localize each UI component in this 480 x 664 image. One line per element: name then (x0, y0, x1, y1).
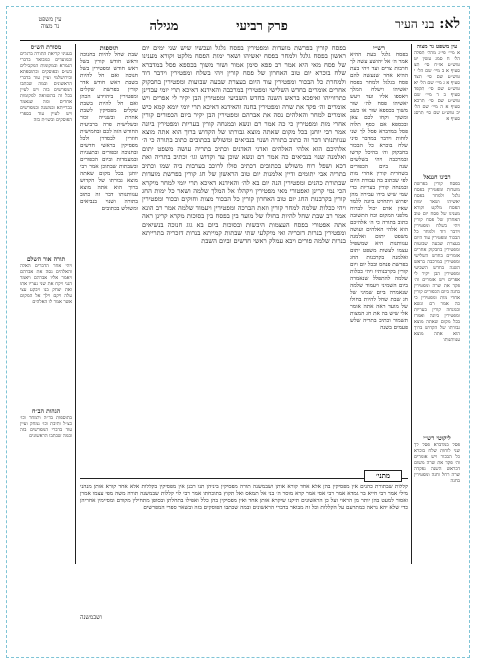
bach-body: בתוספות בד״ה ולמחר וכו׳ כצ״ל ותיבת וכו׳ נמחק ועיין עוד בדברי המפרשים בזה ובמה שכתבו הראשונים (20, 416, 72, 439)
page-header (20, 14, 460, 41)
rashi-body: בפסח גלגל בעת ההיא אמר ה׳ אל יהושע עשה לך חרבות צרים ועד ויהי בעת ההיא אחר שנעשה להם פסח בגלגל ולמחר בפסח יאשיהו וישלח המלך ויאספו אליו ועד ויעש יאשיהו פסח לה׳ שור משוך בכספא שור או כשב ומשוך וקחו לכם צאן ובכספא אם כסף תלוה פסל במדברא פסל לך שני לוחות וידבר במדבר סיני שלח בוכרא כל הבכור בחבקוק וה׳ בהיכל קדשו ובמרכבה ויהי בשלשים שנה ביום הכפורים בשחרית קורין אחרי מות לפי שכתוב בה עבודת היום ובמנחה קורין בעריות כדי שמי שיש בידו עבירה מהן יפרוש ויתחרט ביונה ללמד שאין אדם יכול לברוח מלפני המקום וכח התשובה כתוב בתורה כי ה׳ אלהיכם הוא אלהי האלהים ועושה משפט יתום ואלמנה ענוותנות היא שמשפיל עצמו לעשות משפט יתום ואלמנה בקרבנות החג בפרשת פנחס ובכל יום ויום קורין בקרבנותיו ויהי ככלות שלמה להתפלל שנאמרה ביום השמיני ויעמוד שלמה שנאמרה ביום שמיני של חג שבת שחל להיות בחולו של מועד ראה אתה אומר אלי שיש בה את חג המצות תשמור וכתיב בתריה שלש פעמים בשנה (350, 52, 408, 331)
right-margin (414, 44, 460, 564)
chapter-title: פרק רביעי (236, 19, 288, 34)
ein-mishpat-title: עין משפט נר מצוה (416, 44, 458, 50)
header-corner (20, 16, 80, 30)
corner-line: נר מצוה (40, 23, 60, 30)
corner-line: עין משפט (38, 16, 62, 23)
gemara-text: בפסח קורין בפרשת מועדות ומפטירין בפסח גלגל ועכשיו שיש שני ימים יום ראשון בפסח גלגל ולמחר בפסח יאשיהו ושאר ימות הפסח מלקט וקורא מענינו של פסח מאי היא אמר רב פפא סימן אמור ושור משוך בכספא פסל במדברא שלח בוכרא יום טוב האחרון של פסח קורין ויהי בשלח ומפטירין וידבר דוד ולמחרת כל הבכור ומפטירין עוד היום בעצרת שבעה שבועות ומפטירין בחבקוק אחרים אומרים בחדש השלישי ומפטירין במרכבה והאידנא דאיכא תרי יומי עבדינן כתרווייהו ואיפכא בראש השנה בחדש השביעי ומפטירין הבן יקיר לי אפרים ויש אומרים וה׳ פקד את שרה ומפטירין בחנה והאידנא דאיכא תרי יומי יומא קמא כיש אומרים למחר והאלהים נסה את אברהם ומפטירין הבן יקיר ביום הכפורים קורין אחרי מות ומפטירין כי כה אמר רם ונשא ובמנחה קורין בעריות ומפטירין ביונה אמר רבי יוחנן בכל מקום שאתה מוצא גבורתו של הקדוש ברוך הוא אתה מוצא ענוותנותו דבר זה כתוב בתורה ושנוי בנביאים ומשולש בכתובים כתוב בתורה כי ה׳ אלהיכם הוא אלהי האלהים ואדני האדנים וכתיב בתריה עושה משפט יתום ואלמנה שנוי בנביאים כה אמר רם ונשא שוכן עד וקדוש וגו׳ וכתיב בתריה ואת דכא ושפל רוח משולש בכתובים דכתיב סולו לרוכב בערבות ביה שמו וכתיב בתריה אבי יתומים ודיין אלמנות יום טוב הראשון של חג קורין בפרשת מועדות שבתורת כהנים ומפטירין הנה יום בא לה׳ והאידנא דאיכא תרי יומי למחר מיקרא הכי נמי קרינן ואפטורי מאי מפטירין ויקהלו אל המלך שלמה ושאר כל ימות החג קורין בקרבנות החג יום טוב האחרון קורין כל הבכור מצות וחוקים ובכור ומפטירין ויהי ככלות שלמה למחר קורין וזאת הברכה ומפטירין ויעמוד שלמה אמר רב הונא אמר רב שבת שחל להיות בחולו של מועד בין בפסח בין בסוכות מקרא קרינן ראה אתה אפטורי בפסח העצמות היבשות ובסוכות ביום בא גוג חנוכה בנשיאים ומפטירין בנרות דזכריה ואי מיקלעי שתי שבתות קמייתא בנרות דזכריה בתרייתא בנרות שלמה פורים ויבא עמלק ראשי חדשים וביום השבת (142, 44, 346, 246)
bottom-text: קללות שבתורת כהנים אין מפסיקין בהן אלא אחד קורא אותן ושבמשנה תורה מפסיקין ביניהן תנו רבנן אין מפסיקין בקללות אלא אחד קורא אותן מנהני מילי אמר רבי חייא בר גמדא אמר רבי אסי אמר קרא מוסר ה׳ בני אל תמאס ואל תקוץ בתוכחתו אמר רבי לוי קללות שבמשנה תורה משה מפי עצמו אמרן ואסור למעט בהן יותר מן הראוי ועל כן הראשונים תיקנו שיקרא אותן אחד ואין מפסיקין בהן כלל ואפילו בתחלתן ובסופן מתחילין מקודם ומסיימין אחריהן כדי שלא יהא נראה כמתרעם על הקללות וכל זה מבואר בדברי הראשונים ובמה שכתבו הפוסקים בזה ובשאר ספרי המפרשים (80, 484, 408, 511)
bach-title: הגהות הב״ח (31, 408, 61, 415)
torah-or-body: ויהי אחר הדברים האלה והאלהים נסה את אברהם ויאמר אליו אברהם ויאמר הנני ויקח את שני נעריו אתו ואת יצחק בנו ויבקע עצי עלה ויקם וילך אל המקום אשר אמר לו האלהים (20, 264, 72, 305)
rabbeinu-chananel-body: בפסח קורין בפרשת מועדות ומפטירין בפסח גלגל ולמחר בפסח יאשיהו ושאר ימות הפסח מלקט וקורא מענינו של פסח יום טוב האחרון של פסח קורין ויהי בשלח ומפטירין וידבר דוד ולמחר כל הבכור ומפטירין עוד היום בעצרת שבעה שבועות ומפטירין בחבקוק אחרים אומרים בחדש השלישי ומפטירין במרכבה בראש השנה בחדש השביעי ומפטירין הבן יקיר לי אפרים ויש אומרים וה׳ פקד את שרה ומפטירין בחנה ביום הכפורים קורין אחרי מות ומפטירין כי כה אמר רם ונשא ובמנחה קורין בעריות ומפטירין ביונה ואמרו בכל מקום שאתה מוצא גבורתו של הקדוש ברוך הוא אתה מוצא ענוותנותו (414, 182, 460, 343)
bottom-divider (80, 478, 408, 479)
tosafot-body: שבת שחל להיות בחנוכה וראש חודש קורין בשל ראש חודש ומפטירין בשל חנוכה ואם חל להיות בשבת ראש חודש אדר קורין בפרשת שקלים ומפטירין ביהוידע הכהן ואם חל להיות בשבת שקלים מפסיקין לשבת אחרת ובשנייה זכור ובשלישית פרה ברביעית החודש הזה לכם ובחמישית חוזרין לכסדרן ולכל מפסיקין בראשי חדשים ובחנוכה ובפורים ובתעניות ובמעמדות וביום הכפורים ובשבתות שבתוכן אמר רבי יוחנן בכל מקום שאתה מוצא גבורתו של הקדוש ברוך הוא אתה מוצא ענוותנותו דבר זה כתוב בתורה ושנוי בנביאים ומשולש בכתובים (80, 52, 138, 212)
tractate-title: מגילה (149, 19, 179, 34)
mishnah-label: מתני׳ (364, 470, 402, 482)
talmud-page (20, 14, 460, 650)
left-margin (20, 44, 72, 564)
daf-label: לא: (439, 16, 460, 32)
torah-or-title: תורה אור השלם (26, 256, 66, 263)
right-margin-rule (411, 44, 412, 564)
catchword: ושבמשנה (80, 614, 102, 621)
daf-number (350, 16, 460, 33)
masoret-body: בעניני קריאת התורה ברגלים ובמועדים כמבואר בדברי הגמרא ובמקומות המקבילים בש״ס ובפוסקים ובתוספתא ובירושלמי ועיין עוד בדברי הראשונים ובמה שכתבו המפרשים בזה ויש לעיין בכל זה בהשוואה למקומות אחרים ומה שנאמר בברייתא ובמשנה ובמפרשים ויש לעיין עוד בספרי הפוסקים ובשו״ת בזה (20, 52, 72, 123)
left-margin-rule (75, 44, 76, 564)
ein-mishpat-body: א מיי׳ פי״ג מהל׳ תפלה הל׳ ח סמג עשין יט טוש״ע או״ח סי׳ תצ סעיף א ב מיי׳ שם הל׳ י טוש״ע שם סי׳ תצד סעיף א ג מיי׳ שם הל׳ יא טוש״ע שם סי׳ תקפד סעיף ב ד מיי׳ שם טוש״ע שם סי׳ תרכא סעיף א ה מיי׳ שם הל׳ יב טוש״ע שם סי׳ תרסג סעיף א (414, 51, 460, 122)
likutei-rashi-body: פסל במדברא פסל לך שני לוחות שלח בוכרא כל הבכור ויש אומרים וה׳ פקד את שרה משום דבראש השנה נפקדה שרה רחל וחנה ומפטירין בחנה (414, 443, 460, 484)
rabbeinu-chananel-title: רבינו חננאל (423, 174, 451, 181)
chapter-name: בני העיר (395, 17, 435, 31)
rashi-title: רש״י (373, 44, 385, 52)
likutei-rashi-title: ליקוטי רש״י (423, 435, 451, 442)
tosafot-title: תוספות (99, 44, 119, 52)
masoret-title: מסורת הש״ס (30, 44, 62, 51)
rashi-column (350, 44, 408, 474)
